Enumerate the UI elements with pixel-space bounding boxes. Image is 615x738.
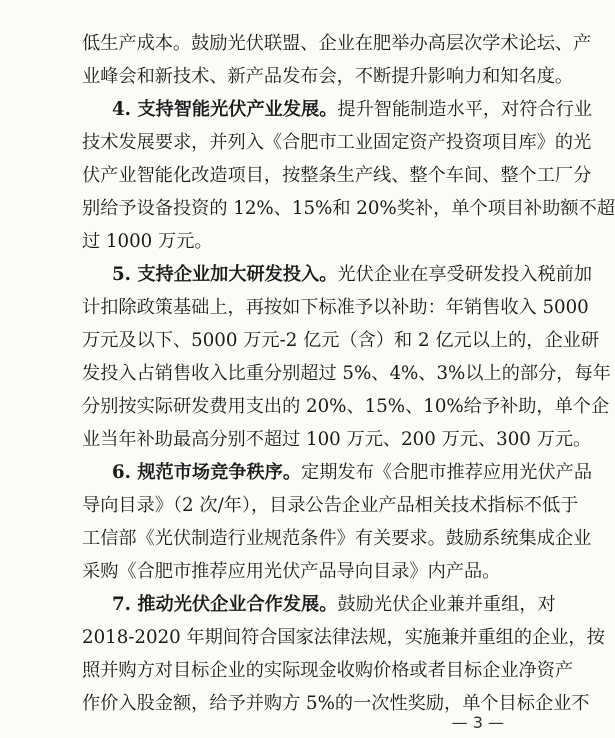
text-line: 发投入占销售收入比重分别超过 5%、4%、3%以上的部分，每年 [82, 363, 611, 384]
text-line: 伏产业智能化改造项目，按整条生产线、整个车间、整个工厂分 [82, 165, 592, 186]
text-line: 过 1000 万元。 [82, 231, 213, 252]
text-line: 2018-2020 年期间符合国家法律法规，实施兼并重组的企业，按 [82, 627, 605, 648]
text-line: 采购《合肥市推荐应用光伏产品导向目录》内产品。 [82, 561, 501, 582]
text-line: 业峰会和新技术、新产品发布会，不断提升影响力和知名度。 [82, 66, 574, 87]
item-heading: 5. 支持企业加大研发投入。 [112, 264, 338, 285]
text-line: 业当年补助最高分别不超过 100 万元、200 万元、300 万元。 [82, 429, 592, 450]
paragraph-first-line [112, 594, 556, 615]
paragraph-first-line [112, 264, 593, 285]
text-line: 别给予设备投资的 12%、15%和 20%奖补，单个项目补助额不超 [82, 198, 615, 219]
page-number: — 3 — [451, 713, 504, 732]
item-heading: 4. 支持智能光伏产业发展。 [112, 99, 338, 120]
text-line: 作价入股金额，给予并购方 5%的一次性奖励，单个目标企业不 [82, 693, 590, 714]
item-heading: 6. 规范市场竞争秩序。 [112, 462, 302, 483]
text-line: 定期发布《合肥市推荐应用光伏产品 [301, 462, 593, 483]
text-line: 万元及以下、5000 万元-2 亿元（含）和 2 亿元以上的，企业研 [82, 330, 600, 351]
text-line: 技术发展要求，并列入《合肥市工业固定资产投资项目库》的光 [82, 132, 592, 153]
item-heading: 7. 推动光伏企业合作发展。 [112, 594, 338, 615]
paragraph-first-line [112, 99, 593, 120]
paragraph-first-line [112, 462, 593, 483]
text-line: 提升智能制造水平，对符合行业 [337, 99, 593, 120]
text-line: 低生产成本。鼓励光伏联盟、企业在肥举办高层次学术论坛、产 [82, 33, 592, 54]
text-line: 工信部《光伏制造行业规范条件》有关要求。鼓励系统集成企业 [82, 528, 592, 549]
text-line: 导向目录》（2 次/年），目录公告企业产品相关技术指标不低于 [82, 495, 579, 516]
text-line: 光伏企业在享受研发投入税前加 [337, 264, 593, 285]
text-line: 鼓励光伏企业兼并重组，对 [337, 594, 556, 615]
text-line: 照并购方对目标企业的实际现金收购价格或者目标企业净资产 [82, 660, 574, 681]
text-line: 计扣除政策基础上，再按如下标准予以补助：年销售收入 5000 [82, 297, 589, 318]
text-line: 分别按实际研发费用支出的 20%、15%、10%给予补助，单个企 [82, 396, 610, 417]
